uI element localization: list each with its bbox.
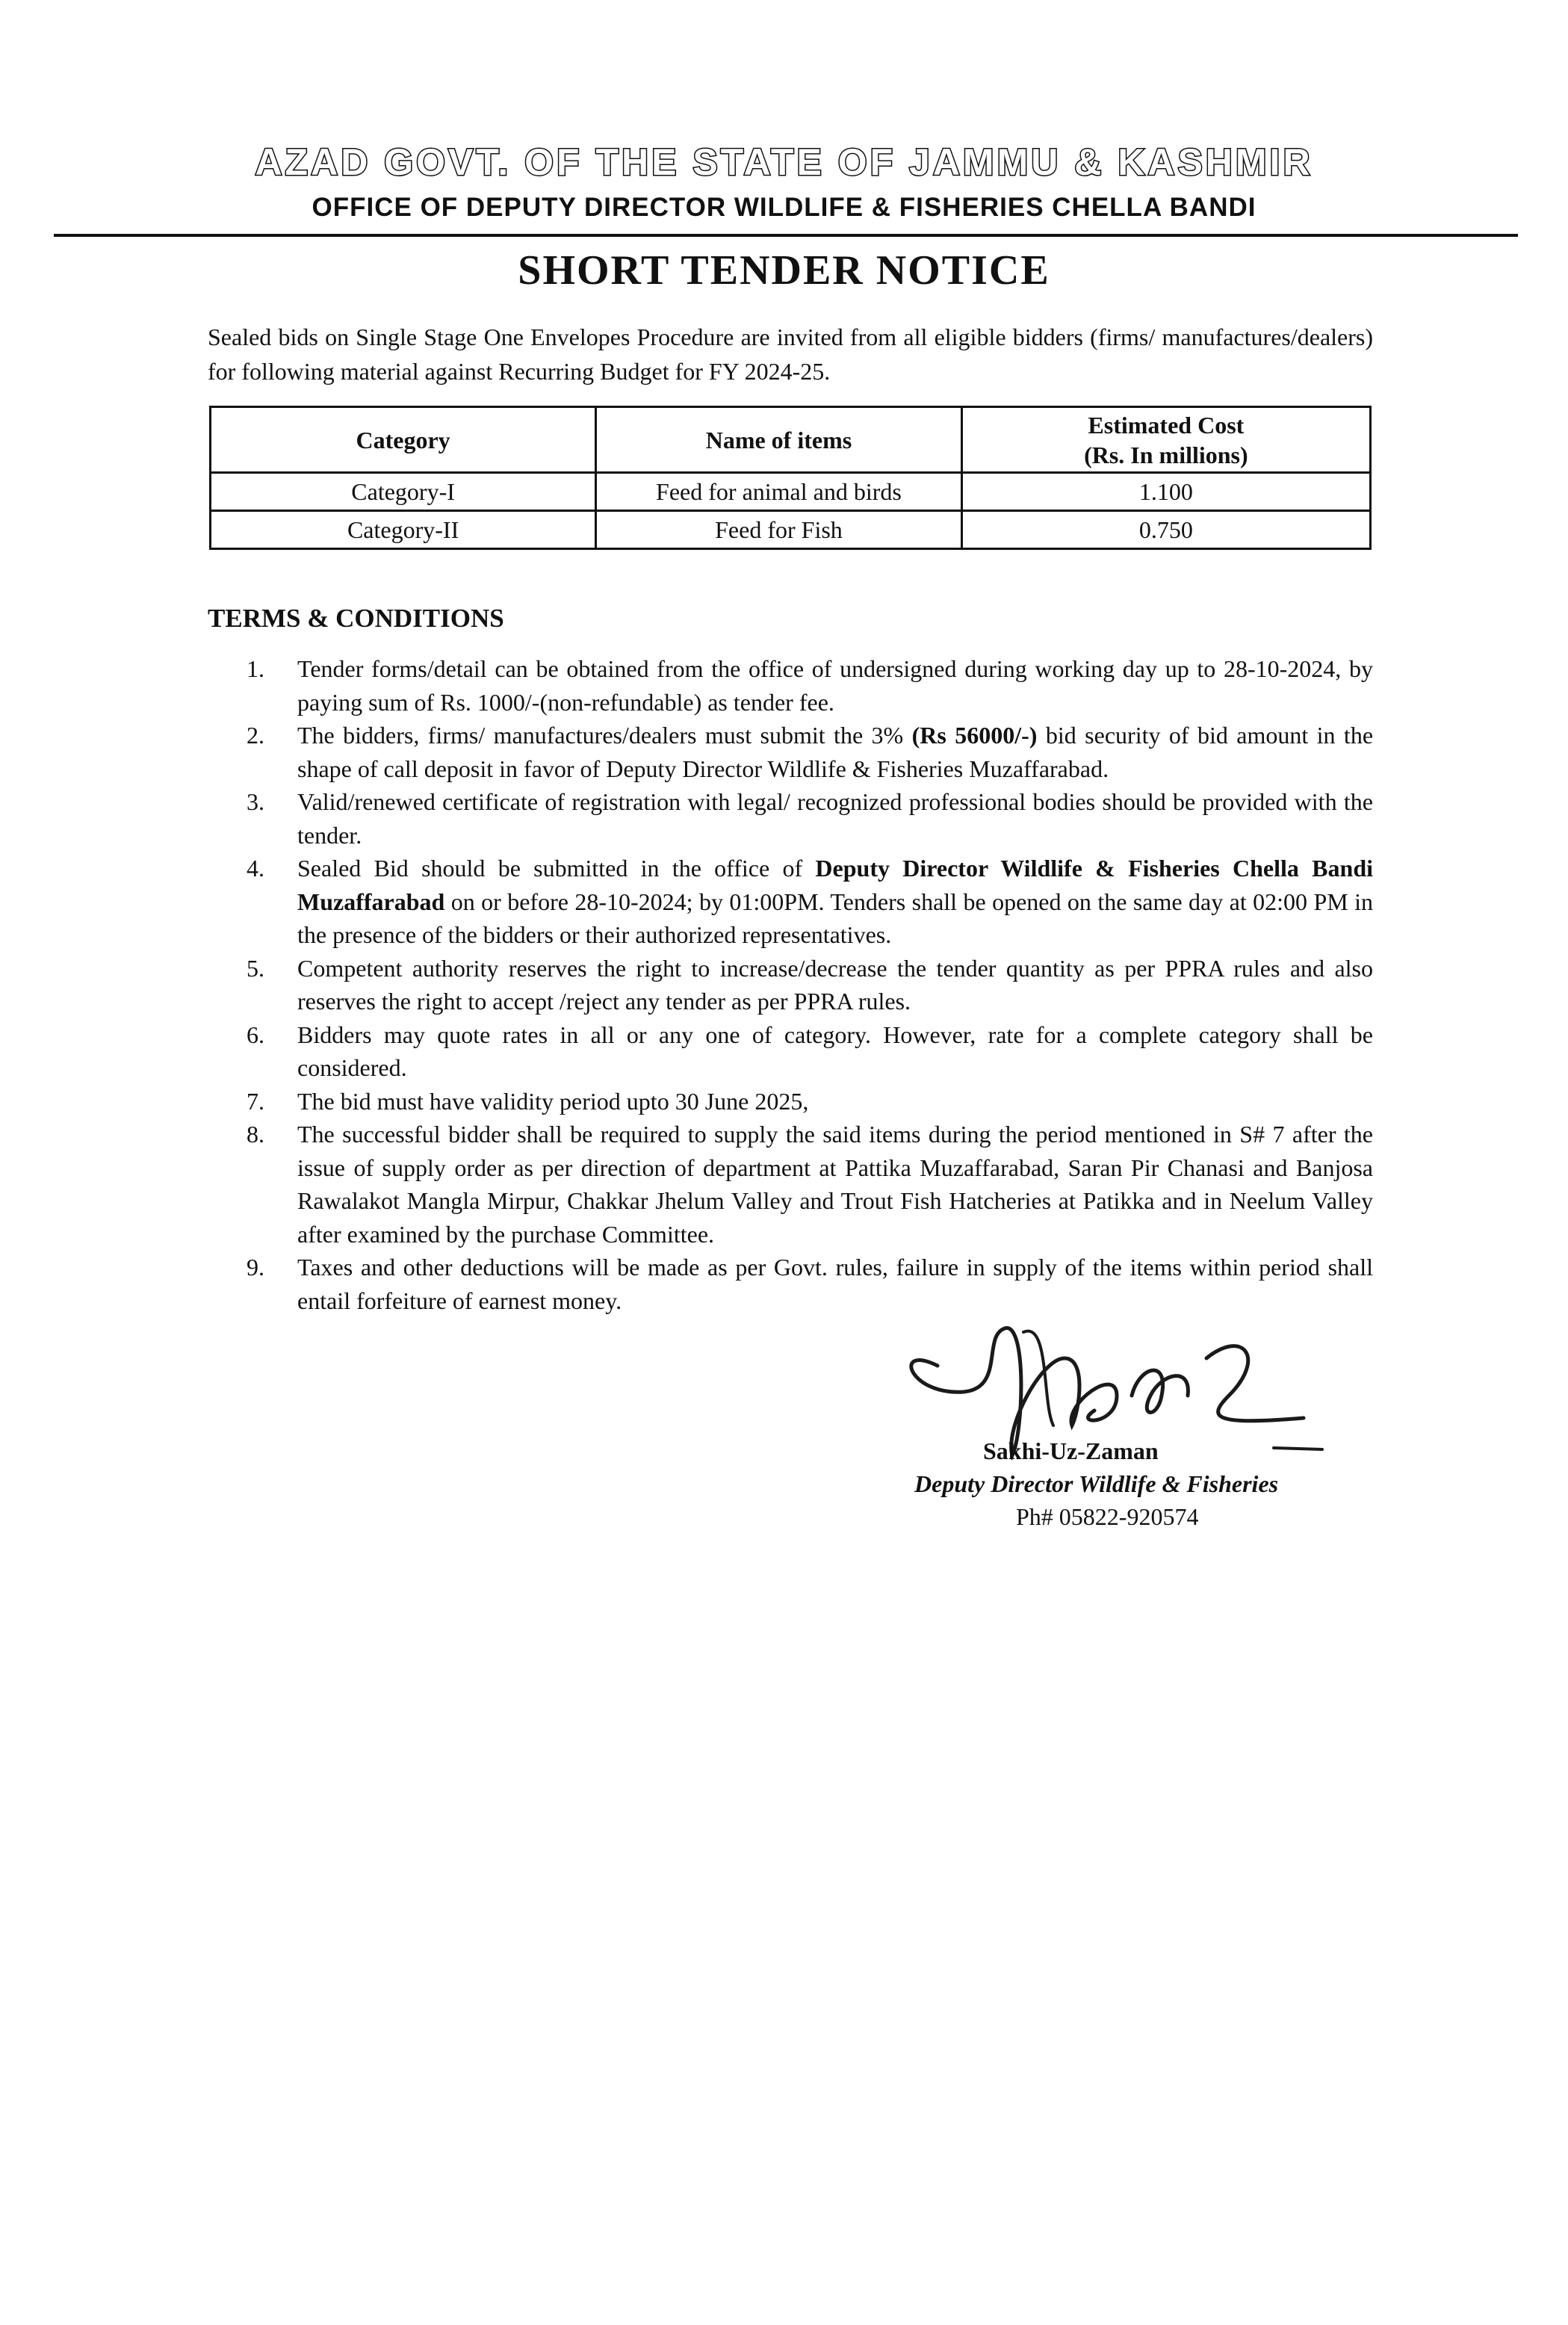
cell-cost: 1.100 — [961, 473, 1370, 511]
table-row — [211, 473, 1371, 511]
signatory-designation: Deputy Director Wildlife & Fisheries — [914, 1470, 1279, 1497]
bid-items-table — [209, 406, 1372, 550]
list-item — [247, 719, 1373, 785]
item-text: Sealed Bid should be submitted in the office of — [297, 855, 816, 882]
header-cost-unit: (Rs. In millions) — [1084, 441, 1248, 468]
list-item — [247, 852, 1373, 952]
item-text: The bidders, firms/ manufactures/dealers must submit the 3% — [297, 722, 912, 749]
table-header-row — [211, 407, 1371, 473]
cell-cost: 0.750 — [961, 511, 1370, 549]
list-item — [247, 1251, 1373, 1317]
terms-list — [247, 652, 1373, 1317]
cell-item: Feed for Fish — [596, 511, 962, 549]
item-number: 4. — [247, 855, 264, 882]
item-bold-text: (Rs 56000/-) — [911, 722, 1038, 749]
notice-title: SHORT TENDER NOTICE — [518, 247, 1050, 294]
header-cost — [961, 407, 1370, 473]
cell-category: Category-II — [211, 511, 596, 549]
item-text: on or before 28-10-2024; by 01:00PM. Tenders shall be opened on the same day at 02:00 PM in the presence of the bidders or their authorized representatives. — [297, 888, 1373, 948]
item-number: 5. — [247, 954, 264, 982]
item-text: Tender forms/detail can be obtained from the office of undersigned during working day up to 28-10-2024, by paying sum of Rs. 1000/-(non-refundable) as tender fee. — [297, 655, 1373, 716]
office-heading: OFFICE OF DEPUTY DIRECTOR WILDLIFE & FISHERIES CHELLA BANDI — [312, 193, 1256, 222]
table-row — [211, 511, 1371, 549]
item-text: Taxes and other deductions will be made as per Govt. rules, failure in supply of the items within period shall entail forfeiture of earnest money. — [297, 1254, 1373, 1314]
cell-item: Feed for animal and birds — [596, 473, 962, 511]
list-item — [247, 785, 1373, 852]
signatory-phone: Ph# 05822-920574 — [1016, 1503, 1199, 1530]
item-number: 2. — [247, 722, 264, 749]
cell-category: Category-I — [211, 473, 596, 511]
terms-heading: TERMS & CONDITIONS — [208, 604, 504, 633]
header-cost-label: Estimated Cost — [1088, 411, 1245, 439]
item-text: Valid/renewed certificate of registration with legal/ recognized professional bodies should be provided with the tender. — [297, 788, 1373, 849]
item-text: Bidders may quote rates in all or any one of category. However, rate for a complete category shall be considered. — [297, 1021, 1373, 1081]
list-item — [247, 1118, 1373, 1251]
item-number: 8. — [247, 1121, 264, 1148]
item-text: Competent authority reserves the right to increase/decrease the tender quantity as per PPRA rules and also reserves the right to accept /reject any tender as per PPRA rules. — [297, 954, 1373, 1015]
header-rule — [54, 234, 1518, 237]
list-item — [247, 952, 1373, 1018]
government-heading: AZAD GOVT. OF THE STATE OF JAMMU & KASHMIR — [255, 141, 1313, 183]
list-item — [247, 652, 1373, 719]
item-text: The bid must have validity period upto 30 June 2025, — [297, 1087, 809, 1115]
item-number: 9. — [247, 1254, 264, 1281]
list-item — [247, 1018, 1373, 1085]
item-text: bid security of bid amount in the shape of call deposit in favor of Deputy Director Wildlife & Fisheries Muzaffarabad. — [297, 722, 1374, 782]
intro-paragraph: Sealed bids on Single Stage One Envelopes Procedure are invited from all eligible bidders (firms/ manufactures/dealers) for following material against Recurring Budget for FY 2024-25. — [208, 323, 1373, 385]
list-item — [247, 1085, 1373, 1118]
signatory-name: Sakhi-Uz-Zaman — [983, 1437, 1159, 1464]
item-number: 3. — [247, 788, 264, 815]
header-category: Category — [211, 407, 596, 473]
item-number: 1. — [247, 655, 264, 682]
header-items: Name of items — [596, 407, 962, 473]
item-text: The successful bidder shall be required to supply the said items during the period mentioned in S# 7 after the issue of supply order as per direction of department at Pattika Muzaffarabad, Saran Pir Chanasi and Banjosa Rawalakot Mangla Mirpur, Chakkar Jhelum Valley and Trout Fish Hatcheries at Patikka and in Neelum Valley after examined by the purchase Committee. — [297, 1121, 1373, 1248]
item-bold-text: Deputy Director Wildlife & Fisheries Chella Bandi Muzaffarabad — [297, 855, 1374, 915]
item-number: 6. — [247, 1021, 264, 1048]
item-number: 7. — [247, 1087, 264, 1115]
